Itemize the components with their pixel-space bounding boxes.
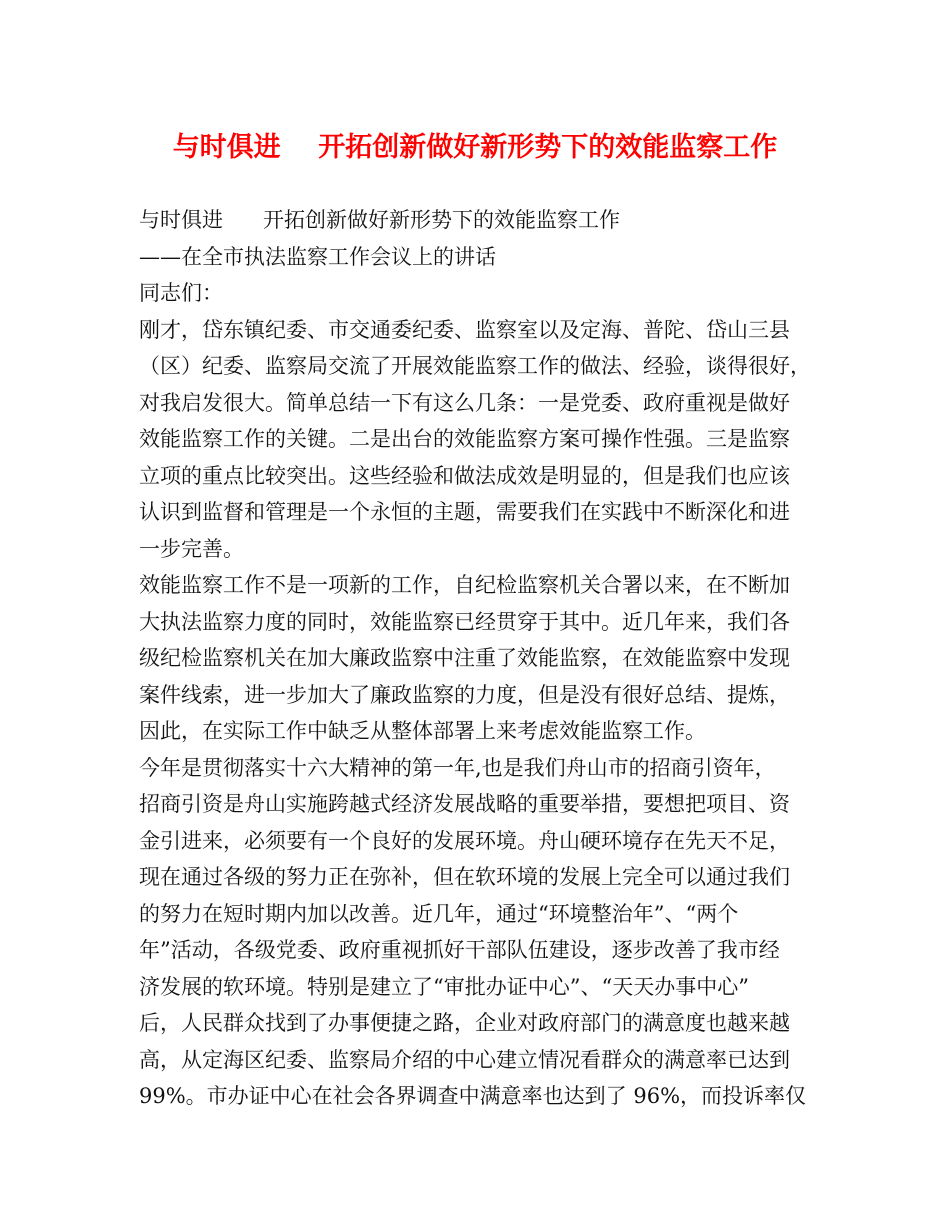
body-line: 济发展的软环境。特别是建立了“审批办证中心”、“天天办事中心” xyxy=(139,974,749,999)
body-line: 招商引资是舟山实施跨越式经济发展战略的重要举措，要想把项目、资 xyxy=(139,792,790,816)
body-line: 级纪检监察机关在加大廉政监察中注重了效能监察，在效能监察中发现 xyxy=(139,646,790,670)
body-line: 金引进来，必须要有一个良好的发展环境。舟山硬环境存在先天不足， xyxy=(139,828,790,853)
body-line: 案件线索，进一步加大了廉政监察的力度，但是没有很好总结、提炼， xyxy=(139,682,790,707)
body-line: （区）纪委、监察局交流了开展效能监察工作的做法、经验，谈得很好， xyxy=(139,354,811,378)
body-line: 大执法监察力度的同时，效能监察已经贯穿于其中。近几年来，我们各 xyxy=(139,609,790,634)
body-line: 效能监察工作的关键。二是出台的效能监察方案可操作性强。三是监察 xyxy=(139,427,790,451)
body-line: 99%。市办证中心在社会各界调查中满意率也达到了 96%，而投诉率仅 xyxy=(139,1084,807,1108)
body-line: 后，人民群众找到了办事便捷之路，企业对政府部门的满意度也越来越 xyxy=(139,1011,790,1035)
body-line: 效能监察工作不是一项新的工作，自纪检监察机关合署以来，在不断加 xyxy=(139,573,790,597)
body-line: 立项的重点比较突出。这些经验和做法成效是明显的，但是我们也应该 xyxy=(139,463,790,488)
body-line: 今年是贯彻落实十六大精神的第一年,也是我们舟山市的招商引资年， xyxy=(139,755,776,780)
body-line: 的努力在短时期内加以改善。近几年，通过“环境整治年”、“两个 xyxy=(139,901,739,926)
body-line: 年”活动，各级党委、政府重视抓好干部队伍建设，逐步改善了我市经 xyxy=(139,938,780,962)
body-line: 与时俱进 开拓创新做好新形势下的效能监察工作 xyxy=(139,208,621,232)
body-line: 因此，在实际工作中缺乏从整体部署上来考虑效能监察工作。 xyxy=(139,719,706,743)
body-line: 高，从定海区纪委、监察局介绍的中心建立情况看群众的满意率已达到 xyxy=(139,1047,790,1072)
body-line: 刚才，岱东镇纪委、市交通委纪委、监察室以及定海、普陀、岱山三县 xyxy=(139,317,790,342)
body-line: 对我启发很大。简单总结一下有这么几条：一是党委、政府重视是做好 xyxy=(139,390,790,415)
body-line: 同志们： xyxy=(139,281,223,305)
body-line: 现在通过各级的努力正在弥补，但在软环境的发展上完全可以通过我们 xyxy=(139,865,790,889)
document-body xyxy=(139,202,824,1115)
document-title: 与时俱进 开拓创新做好新形势下的效能监察工作 xyxy=(172,132,778,163)
body-line: ——在全市执法监察工作会议上的讲话 xyxy=(139,244,496,269)
body-line: 一步完善。 xyxy=(139,536,244,561)
body-line: 认识到监督和管理是一个永恒的主题，需要我们在实践中不断深化和进 xyxy=(139,500,790,524)
